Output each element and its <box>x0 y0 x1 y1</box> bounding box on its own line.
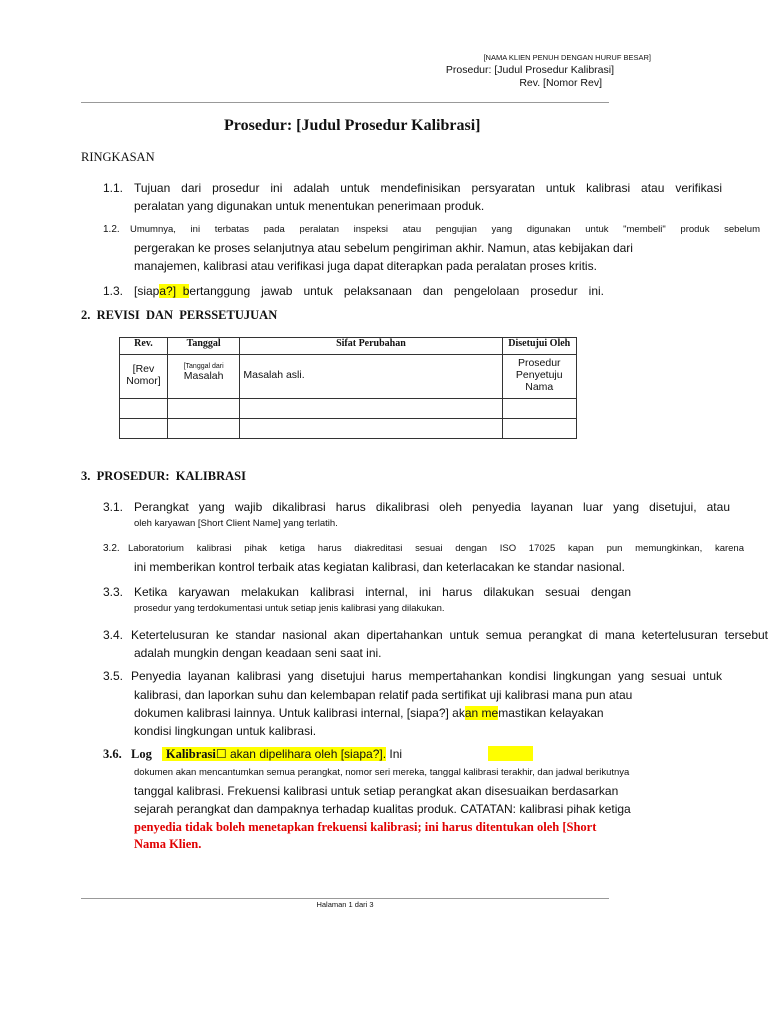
paragraph-line: dokumen akan mencantumkan semua perangkat, nomor seri mereka, tanggal kalibrasi terakhir, dan jadwal berikutnya <box>134 767 630 778</box>
text-run: Ini <box>386 747 403 761</box>
item-number: 3.4. <box>103 628 124 642</box>
paragraph-line: manajemen, kalibrasi atau verifikasi juga dapat diterapkan pada peralatan proses kritis. <box>134 259 597 273</box>
table-row <box>120 399 577 419</box>
paragraph-line: sejarah perangkat dan dampaknya terhadap kualitas produk. CATATAN: kalibrasi pihak ketiga <box>134 802 631 816</box>
paragraph-line-1-3 <box>134 284 604 298</box>
paragraph-line: oleh karyawan [Short Client Name] yang terlatih. <box>134 518 338 529</box>
section-heading-revision: 2. REVISI DAN PERSSETUJUAN <box>81 308 278 322</box>
paragraph-line: tanggal kalibrasi. Frekuensi kalibrasi untuk setiap perangkat akan disesuaikan berdasarkan <box>134 784 619 798</box>
section-heading-procedure: 3. PROSEDUR: KALIBRASI <box>81 469 246 483</box>
column-header: Tanggal <box>167 338 239 355</box>
table-row <box>120 419 577 439</box>
paragraph-line: kalibrasi, dan laporkan suhu dan kelembapan relatif pada sertifikat uji kalibrasi mana pun atau <box>134 688 633 702</box>
paragraph-line: Tujuan dari prosedur ini adalah untuk mendefinisikan persyaratan untuk kalibrasi atau verifikasi <box>134 181 722 195</box>
header-client: [NAMA KLIEN PENUH DENGAN HURUF BESAR] <box>483 53 651 62</box>
column-header: Rev. <box>120 338 168 355</box>
log-line <box>131 747 402 762</box>
item-number: 3.5. <box>103 669 124 683</box>
paragraph-line: adalah mungkin dengan keadaan seni saat ini. <box>134 646 382 660</box>
checkbox-glyph: ☐ <box>215 747 227 761</box>
section-heading-summary: RINGKASAN <box>81 150 155 164</box>
paragraph-line: Perangkat yang wajib dikalibrasi harus dikalibrasi oleh penyedia layanan luar yang disetujui, atau <box>134 500 730 514</box>
table-row <box>120 355 577 399</box>
text-run: dokumen kalibrasi lainnya. Untuk kalibrasi internal, [siapa?] ak <box>134 706 465 720</box>
warning-text: penyedia tidak boleh menetapkan frekuensi kalibrasi; ini harus ditentukan oleh [Short <box>134 820 597 834</box>
item-number: 3.3. <box>103 585 124 599</box>
paragraph-line: pergerakan ke proses selanjutnya atau sebelum pengiriman akhir. Namun, atas kebijakan dari <box>134 241 633 255</box>
table-cell-rev: [Rev Nomor] <box>120 355 168 399</box>
revision-table <box>119 337 577 439</box>
paragraph-line: Ketika karyawan melakukan kalibrasi internal, ini harus dilakukan sesuai dengan <box>134 585 631 599</box>
page-title: Prosedur: [Judul Prosedur Kalibrasi] <box>224 117 481 134</box>
column-header: Sifat Perubahan <box>240 338 502 355</box>
log-title: Kalibrasi <box>165 747 216 761</box>
table-cell-date <box>167 355 239 399</box>
paragraph-line: Umumnya, ini terbatas pada peralatan inspeksi atau pengujian yang digunakan untuk "membeli" produk sebelum <box>130 224 760 235</box>
text-run: [siap <box>134 284 160 298</box>
paragraph-line: Penyedia layanan kalibrasi yang disetujui harus mempertahankan kondisi lingkungan yang sesuai untuk <box>131 669 722 683</box>
item-number: 3.1. <box>103 500 124 514</box>
paragraph-line: Laboratorium kalibrasi pihak ketiga harus diakreditasi sesuai dengan ISO 17025 kapan pun memungkinkan, karena <box>128 543 744 554</box>
highlight-block <box>488 746 533 761</box>
table-cell-approved: Prosedur Penyetuju Nama <box>502 355 576 399</box>
date-text: Masalah <box>183 370 224 382</box>
text-run: akan dipelihara oleh [siapa?]. <box>226 747 387 761</box>
item-number: 3.6. <box>103 747 122 761</box>
date-small: [Tanggal dari <box>183 363 224 370</box>
table-cell-change: Masalah asli. <box>240 355 502 399</box>
paragraph-line: peralatan yang digunakan untuk menentukan penerimaan produk. <box>134 199 485 213</box>
highlighted-text: a?] b <box>159 284 190 298</box>
warning-text: Nama Klien. <box>134 837 202 851</box>
header-procedure: Prosedur: [Judul Prosedur Kalibrasi] <box>445 64 614 76</box>
text-run: mastikan kelayakan <box>498 706 604 720</box>
footer-rule <box>81 898 609 899</box>
paragraph-line-highlight <box>134 706 604 720</box>
paragraph-line: Ketertelusuran ke standar nasional akan dipertahankan untuk semua perangkat di mana ketertelusuran tersebut <box>131 628 768 642</box>
paragraph-line: ini memberikan kontrol terbaik atas kegiatan kalibrasi, dan keterlacakan ke standar nasional. <box>134 560 625 574</box>
table-header-row <box>120 338 577 355</box>
highlighted-text <box>162 747 386 761</box>
page-number: Halaman 1 dari 3 <box>316 900 374 909</box>
item-number: 3.2. <box>103 543 120 554</box>
log-word: Log <box>131 747 152 761</box>
item-number: 1.3. <box>103 284 124 298</box>
column-header: Disetujui Oleh <box>502 338 576 355</box>
item-number: 1.1. <box>103 181 124 195</box>
highlighted-text: an me <box>464 706 499 720</box>
paragraph-line: prosedur yang terdokumentasi untuk setiap jenis kalibrasi yang dilakukan. <box>134 603 445 614</box>
item-number: 1.2. <box>103 224 120 235</box>
header-rev: Rev. [Nomor Rev] <box>519 77 602 89</box>
header-rule <box>81 102 609 103</box>
paragraph-line: kondisi lingkungan untuk kalibrasi. <box>134 724 317 738</box>
text-run: ertanggung jawab untuk pelaksanaan dan pengelolaan prosedur ini. <box>189 284 604 298</box>
